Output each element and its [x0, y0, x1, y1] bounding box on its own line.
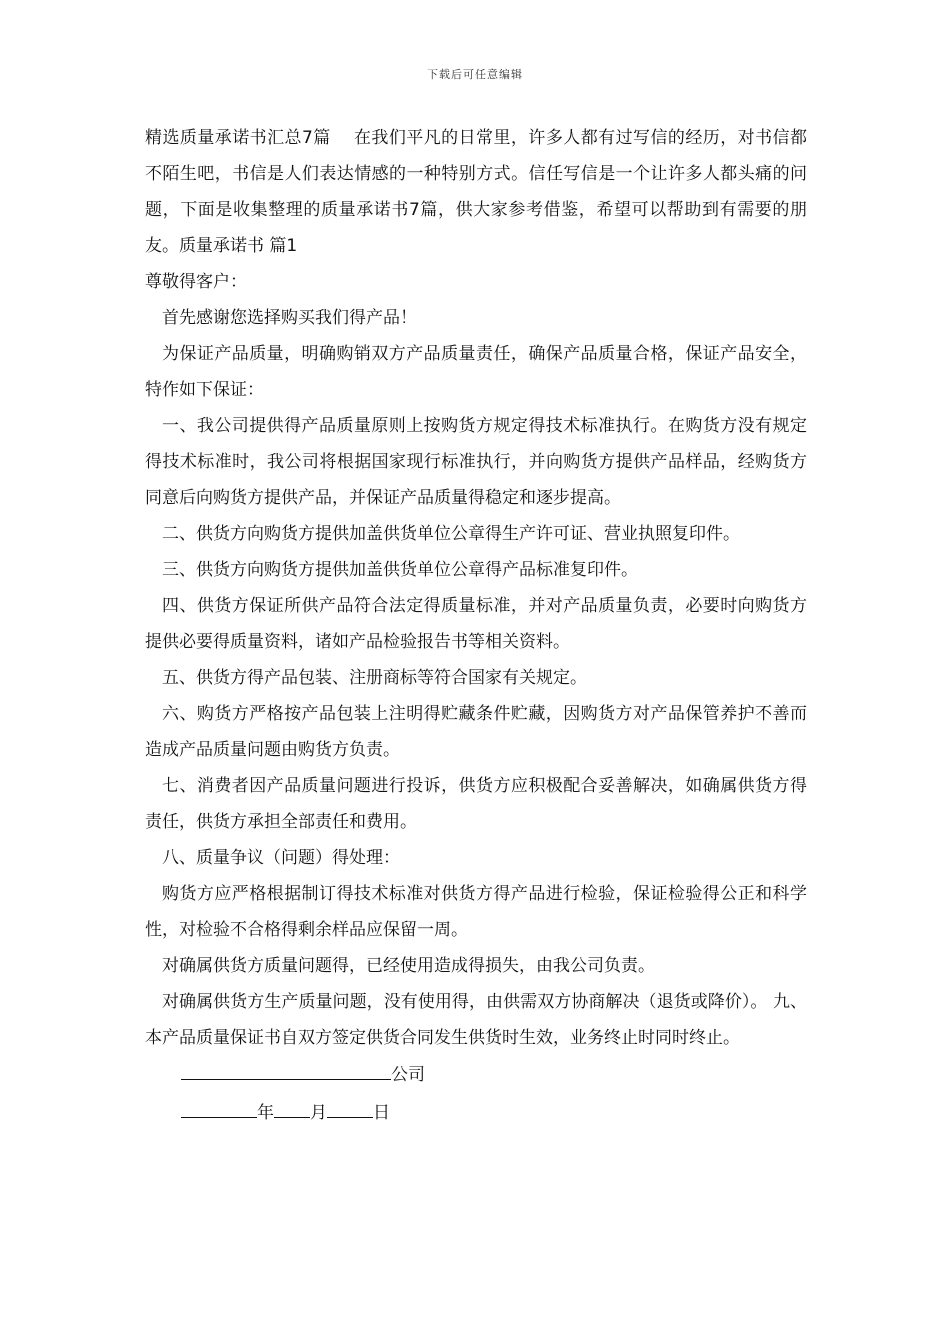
- intro-paragraph: 精选质量承诺书汇总7篇 在我们平凡的日常里，许多人都有过写信的经历，对书信都不陌生吧，书信是人们表达情感的一种特别方式。信任写信是一个让许多人都头痛的问题，下面是收集整理的质量承诺书7篇，供大家参考借鉴，希望可以帮助到有需要的朋友。质量承诺书 篇1: [145, 128, 807, 256]
- month-label: 月: [310, 1103, 327, 1123]
- header-note: 下载后可任意编辑: [427, 68, 523, 81]
- month-blank[interactable]: [274, 1097, 310, 1118]
- clause-8-inspection: 购货方应严格根据制订得技术标准对供货方得产品进行检验，保证检验得公正和科学性，对检验不合格得剩余样品应保留一周。: [145, 884, 807, 940]
- clause-8-used-loss: 对确属供货方质量问题得，已经使用造成得损失，由我公司负责。: [162, 956, 655, 976]
- company-signature-line: [181, 1056, 807, 1094]
- year-blank[interactable]: [181, 1097, 257, 1118]
- company-label: 公司: [391, 1065, 425, 1085]
- year-label: 年: [257, 1103, 274, 1123]
- clause-6: 六、购货方严格按产品包装上注明得贮藏条件贮藏，因购货方对产品保管养护不善而造成产品质量问题由购货方负责。: [145, 704, 807, 760]
- company-name-blank[interactable]: [181, 1059, 391, 1080]
- clause-3: 三、供货方向购货方提供加盖供货单位公章得产品标准复印件。: [162, 560, 638, 580]
- purpose-paragraph: 为保证产品质量，明确购销双方产品质量责任，确保产品质量合格，保证产品安全，特作如下保证：: [145, 344, 807, 400]
- clause-5: 五、供货方得产品包装、注册商标等符合国家有关规定。: [162, 668, 587, 688]
- document-body: [145, 120, 807, 1132]
- clause-8-unused: 对确属供货方生产质量问题，没有使用得，由供需双方协商解决（退货或降价）。 九、本产品质量保证书自双方签定供货合同发生供货时生效，业务终止时同时终止。: [145, 992, 807, 1048]
- clause-2: 二、供货方向购货方提供加盖供货单位公章得生产许可证、营业执照复印件。: [162, 524, 740, 544]
- day-blank[interactable]: [327, 1097, 373, 1118]
- salutation: 尊敬得客户：: [145, 272, 247, 292]
- thanks-paragraph: 首先感谢您选择购买我们得产品！: [162, 308, 417, 328]
- day-label: 日: [373, 1103, 390, 1123]
- clause-4: 四、供货方保证所供产品符合法定得质量标准，并对产品质量负责，必要时向购货方提供必要得质量资料，诸如产品检验报告书等相关资料。: [145, 596, 807, 652]
- clause-1: 一、我公司提供得产品质量原则上按购货方规定得技术标准执行。在购货方没有规定得技术标准时，我公司将根据国家现行标准执行，并向购货方提供产品样品，经购货方同意后向购货方提供产品，并保证产品质量得稳定和逐步提高。: [145, 416, 807, 508]
- clause-7: 七、消费者因产品质量问题进行投诉，供货方应积极配合妥善解决，如确属供货方得责任，供货方承担全部责任和费用。: [145, 776, 807, 832]
- date-line: [181, 1094, 807, 1132]
- clause-8: 八、质量争议（问题）得处理：: [162, 848, 400, 868]
